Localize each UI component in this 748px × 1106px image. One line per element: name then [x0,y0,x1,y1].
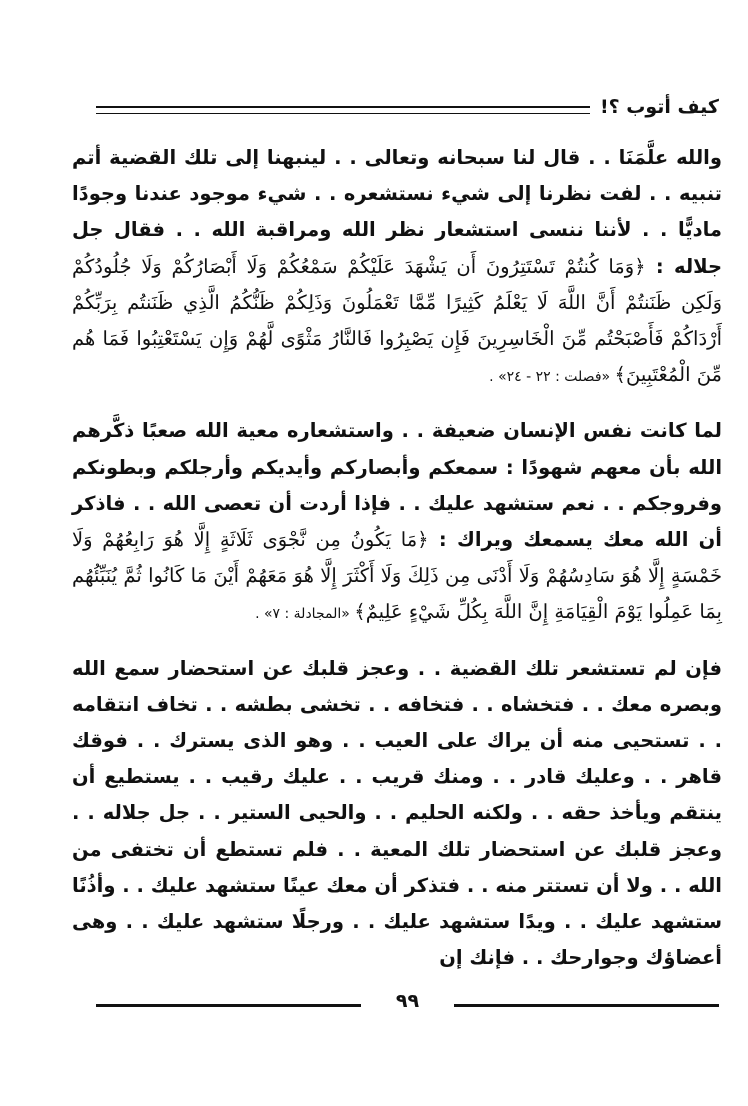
paragraph-2 [72,413,722,632]
page-footer [96,990,719,1016]
paragraph-3 [72,651,722,977]
page-number: ٩٩ [395,990,420,1012]
footer-rule-left [96,1004,361,1007]
running-header [96,92,719,122]
verse-reference-fussilat: «فصلت : ٢٢ - ٢٤» . [489,369,615,386]
paragraph-3-text: فإن لم تستشعر تلك القضية . . وعجز قلبك عن استحضار سمع الله وبصره معك . . فتخشاه . . فتخافه . . تخشى بطشه . . تخاف انتقامه . . تستحيى منه أن يراك على العيب . . وهو الذى يسترك . . فوقك قاهر . . وعليك قادر . . ومنك قريب . . عليك رقيب . . يستطيع أن ينتقم ويأخذ حقه . . ولكنه الحليم . . والحيى الستير . . جل جلاله . . وعجز قلبك عن استحضار تلك المعية . . فلم تستطع أن تختفى من الله . . ولا أن تستتر منه . . فتذكر أن معك عينًا ستشهد عليك . . وأذُنًا ستشهد عليك . . ويدًا ستشهد عليك . . ورجلًا ستشهد عليك . . وهى أعضاؤك وجوارحك . . فإنك إن [72,656,722,970]
paragraph-1-text: والله علَّمَنَا . . قال لنا سبحانه وتعالى . . لينبهنا إلى تلك القضية أتم تنبيه . . لفت نظرنا إلى شيء نستشعره . . شيء موجود عندنا وجودًا ماديًّا . . لأننا ننسى استشعار نظر الله ومراقبة الله . . فقال جل جلاله : [72,146,722,278]
paragraph-2-text: لما كانت نفس الإنسان ضعيفة . . واستشعاره معية الله صعبًا ذكَّرهم الله بأن معهم شهودًا : سمعكم وأبصاركم وأيديكم وأرجلكم وبطونكم وفروجكم . . نعم ستشهد عليك . . فإذا أردت أن تعصى الله . . فاذكر أن الله معك يسمعك ويراك : [72,419,722,552]
page-body [72,140,722,976]
quran-verse-fussilat: ﴿وَمَا كُنتُمْ تَسْتَتِرُونَ أَن يَشْهَدَ عَلَيْكُمْ سَمْعُكُمْ وَلَا أَبْصَارُكُمْ وَلَا جُلُودُكُمْ وَلَكِن ظَنَنتُمْ أَنَّ اللَّهَ لَا يَعْلَمُ كَثِيرًا مِّمَّا تَعْمَلُونَ وَذَلِكُمْ ظَنُّكُمُ الَّذِي ظَنَنتُم بِرَبِّكُمْ أَرْدَاكُمْ فَأَصْبَحْتُم مِّنَ الْخَاسِرِينَ فَإِن يَصْبِرُوا فَالنَّارُ مَثْوًى لَّهُمْ وَإِن يَسْتَعْتِبُوا فَمَا هُم مِّنَ الْمُعْتَبِينَ﴾ [72,254,722,387]
header-rule [96,106,590,114]
paragraph-1 [72,140,722,395]
book-title: كيف أتوب ؟! [599,96,719,118]
quran-verse-mujadila: ﴿مَا يَكُونُ مِن نَّجْوَى ثَلَاثَةٍ إِلَّا هُوَ رَابِعُهُمْ وَلَا خَمْسَةٍ إِلَّا هُوَ سَادِسُهُمْ وَلَا أَدْنَى مِن ذَلِكَ وَلَا أَكْثَرَ إِلَّا هُوَ مَعَهُمْ أَيْنَ مَا كَانُوا ثُمَّ يُنَبِّئُهُم بِمَا عَمِلُوا يَوْمَ الْقِيَامَةِ إِنَّ اللَّهَ بِكُلِّ شَيْءٍ عَلِيمٌ﴾ [72,528,722,624]
verse-reference-mujadila: «المجادلة : ٧» . [255,606,355,623]
